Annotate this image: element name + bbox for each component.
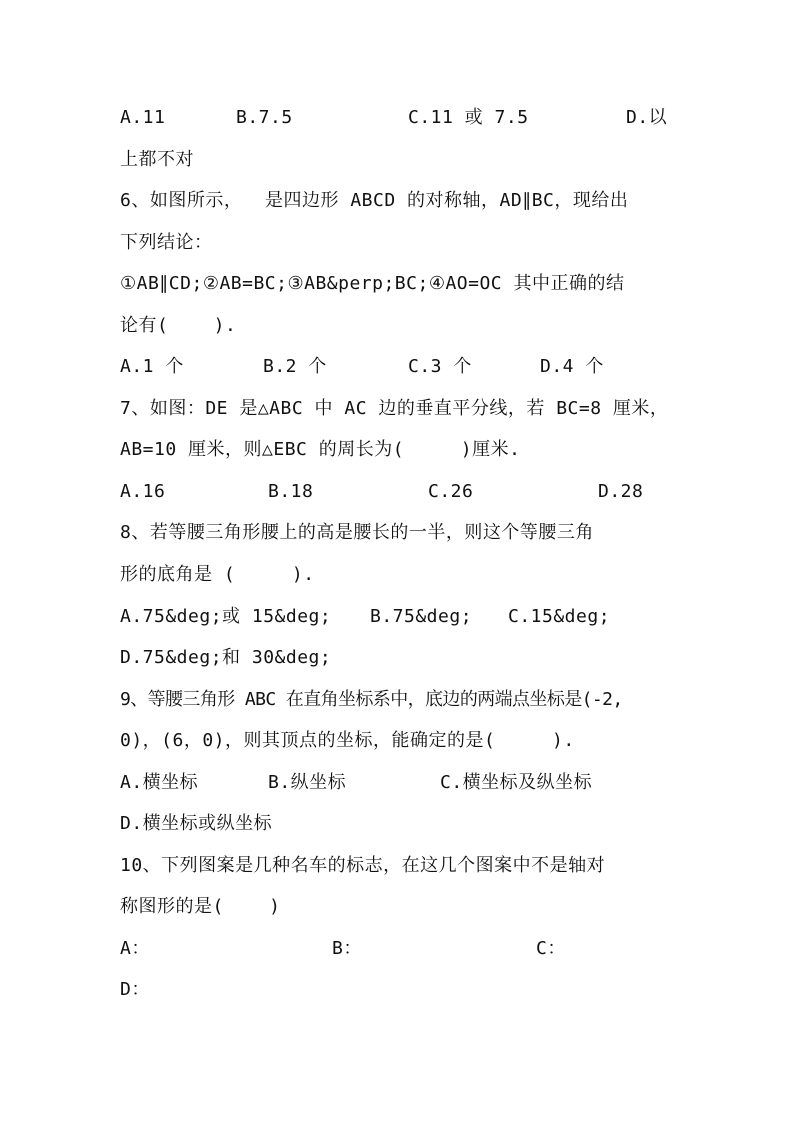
option-a: A： [120,938,150,959]
option-b: B.75&deg; [370,606,473,627]
option-b: B： [332,938,362,959]
option-b: B.7.5 [236,107,293,128]
question-7-line-2: AB=10 厘米，则△EBC 的周长为( )厘米. [120,439,521,460]
question-6-line-3: ①AB∥CD;②AB=BC;③AB&perp;BC;④AO=OC 其中正确的结 [120,273,625,294]
option-c: C.11 或 7.5 [408,107,529,128]
question-8-line-2: 形的底角是 ( ). [120,564,315,585]
question-9-option-d: D.横坐标或纵坐标 [120,813,273,834]
option-c: C.3 个 [408,356,472,377]
question-6-line-2: 下列结论： [120,232,213,253]
option-c: C.26 [428,481,474,502]
question-6-line-4: 论有( ). [120,315,237,336]
option-b: B.纵坐标 [268,772,347,793]
question-5-continuation: 上都不对 [120,149,194,170]
option-d: D.4 个 [540,356,604,377]
option-d: D.以 [626,107,668,128]
option-c: C： [536,938,566,959]
option-c: C.横坐标及纵坐标 [440,772,593,793]
question-10-line-1: 10、下列图案是几种名车的标志，在这几个图案中不是轴对 [120,855,606,876]
option-c: C.15&deg; [508,606,611,627]
question-10-line-2: 称图形的是( ) [120,896,281,917]
question-9-line-1: 9、等腰三角形 ABC 在直角坐标系中，底边的两端点坐标是(-2, [120,689,623,710]
question-9-line-2: 0)，(6，0)，则其顶点的坐标，能确定的是( ). [120,730,575,751]
option-d: D.28 [598,481,644,502]
option-b: B.2 个 [263,356,327,377]
option-a: A.75&deg;或 15&deg; [120,606,332,627]
option-a: A.1 个 [120,356,184,377]
question-10-option-d: D： [120,979,150,1000]
question-6-line-1: 6、如图所示， 是四边形 ABCD 的对称轴，AD∥BC，现给出 [120,190,629,211]
question-8-line-1: 8、若等腰三角形腰上的高是腰长的一半，则这个等腰三角 [120,522,594,543]
option-b: B.18 [268,481,314,502]
question-7-line-1: 7、如图：DE 是△ABC 中 AC 边的垂直平分线，若 BC=8 厘米， [120,398,669,419]
question-8-option-d: D.75&deg;和 30&deg; [120,647,332,668]
option-a: A.16 [120,481,166,502]
option-a: A.11 [120,107,166,128]
option-a: A.横坐标 [120,772,199,793]
